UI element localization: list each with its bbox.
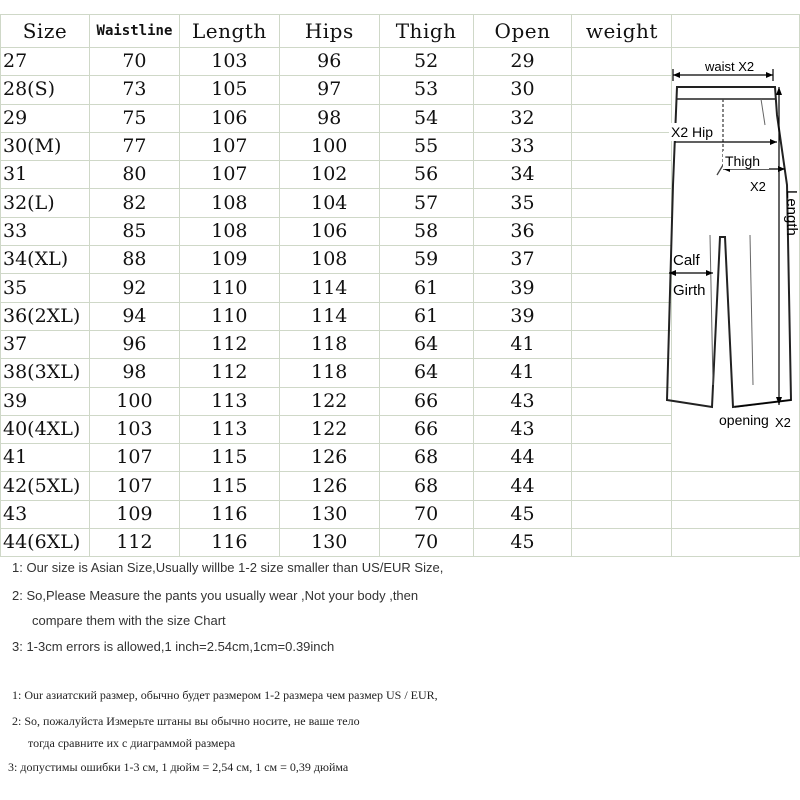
measurement-cell: 100 [279, 132, 379, 160]
thigh-label: Thigh [725, 153, 761, 169]
measurement-cell: 100 [89, 387, 179, 415]
size-cell: 30(M) [1, 132, 90, 160]
note-en-1: 1: Our size is Asian Size,Usually willbe 1-2 size smaller than US/EUR Size, [12, 560, 444, 575]
note-ru-3: 3: допустимы ошибки 1-3 см, 1 дюйм = 2,54 см, 1 см = 0,39 дюйма [8, 760, 349, 774]
size-cell: 32(L) [1, 189, 90, 217]
measurement-cell: 55 [379, 132, 473, 160]
size-cell: 37 [1, 330, 90, 358]
note-en-2a: 2: So,Please Measure the pants you usually wear ,Not your body ,then [12, 588, 419, 603]
weight-cell [572, 132, 672, 160]
size-cell: 29 [1, 104, 90, 132]
header-thigh: Thigh [379, 15, 473, 48]
measurement-cell: 85 [89, 217, 179, 245]
measurement-cell: 29 [473, 48, 572, 76]
measurement-cell: 88 [89, 246, 179, 274]
thigh-x2-label: X2 [750, 179, 766, 194]
measurement-cell: 32 [473, 104, 572, 132]
measurement-cell: 33 [473, 132, 572, 160]
measurement-cell: 59 [379, 246, 473, 274]
header-size: Size [1, 15, 90, 48]
measurement-cell: 66 [379, 387, 473, 415]
measurement-cell: 116 [179, 500, 279, 528]
weight-cell [572, 302, 672, 330]
measurement-cell: 108 [179, 189, 279, 217]
measurement-cell: 56 [379, 161, 473, 189]
measurement-cell: 68 [379, 472, 473, 500]
measurement-cell: 110 [179, 274, 279, 302]
measurement-cell: 70 [89, 48, 179, 76]
blank-cell [672, 500, 800, 528]
note-ru-1: 1: Our азиатский размер, обычно будет размером 1-2 размера чем размер US / EUR, [12, 688, 438, 702]
opening-x2-label: X2 [775, 415, 791, 430]
measurement-cell: 96 [89, 330, 179, 358]
measurement-cell: 98 [89, 359, 179, 387]
measurement-cell: 41 [473, 330, 572, 358]
measurement-cell: 122 [279, 415, 379, 443]
measurement-cell: 109 [179, 246, 279, 274]
size-cell: 28(S) [1, 76, 90, 104]
measurement-cell: 64 [379, 359, 473, 387]
measurement-cell: 106 [179, 104, 279, 132]
measurement-cell: 108 [279, 246, 379, 274]
measurement-cell: 115 [179, 472, 279, 500]
weight-cell [572, 387, 672, 415]
header-waistline: Waistline [89, 15, 179, 48]
table-row [1, 500, 800, 528]
measurement-cell: 36 [473, 217, 572, 245]
header-hips: Hips [279, 15, 379, 48]
calf-label: Calf [673, 252, 700, 269]
measurement-cell: 106 [279, 217, 379, 245]
weight-cell [572, 217, 672, 245]
measurement-cell: 114 [279, 274, 379, 302]
measurement-cell: 107 [89, 472, 179, 500]
size-cell: 38(3XL) [1, 359, 90, 387]
measurement-cell: 73 [89, 76, 179, 104]
weight-cell [572, 359, 672, 387]
measurement-cell: 68 [379, 444, 473, 472]
weight-cell [572, 444, 672, 472]
weight-cell [572, 330, 672, 358]
measurement-cell: 94 [89, 302, 179, 330]
note-en-2b: compare them with the size Chart [32, 613, 226, 628]
measurement-cell: 75 [89, 104, 179, 132]
note-ru-2b: тогда сравните их с диаграммой размера [28, 736, 236, 750]
measurement-cell: 61 [379, 302, 473, 330]
size-cell: 43 [1, 500, 90, 528]
measurement-cell: 80 [89, 161, 179, 189]
measurement-cell: 39 [473, 302, 572, 330]
measurement-cell: 43 [473, 415, 572, 443]
measurement-cell: 82 [89, 189, 179, 217]
pants-measurement-diagram [665, 55, 800, 455]
measurement-cell: 54 [379, 104, 473, 132]
weight-cell [572, 415, 672, 443]
weight-cell [572, 472, 672, 500]
measurement-cell: 110 [179, 302, 279, 330]
size-cell: 41 [1, 444, 90, 472]
measurement-cell: 70 [379, 529, 473, 557]
measurement-cell: 105 [179, 76, 279, 104]
measurement-cell: 107 [89, 444, 179, 472]
measurement-cell: 114 [279, 302, 379, 330]
measurement-cell: 53 [379, 76, 473, 104]
measurement-cell: 35 [473, 189, 572, 217]
measurement-cell: 102 [279, 161, 379, 189]
weight-cell [572, 161, 672, 189]
table-row [1, 529, 800, 557]
weight-cell [572, 246, 672, 274]
measurement-cell: 64 [379, 330, 473, 358]
size-cell: 34(XL) [1, 246, 90, 274]
weight-cell [572, 189, 672, 217]
measurement-cell: 113 [179, 387, 279, 415]
weight-cell [572, 274, 672, 302]
measurement-cell: 57 [379, 189, 473, 217]
size-cell: 31 [1, 161, 90, 189]
size-cell: 35 [1, 274, 90, 302]
measurement-cell: 115 [179, 444, 279, 472]
measurement-cell: 118 [279, 359, 379, 387]
size-cell: 36(2XL) [1, 302, 90, 330]
table-header-row [1, 15, 800, 48]
size-cell: 33 [1, 217, 90, 245]
measurement-cell: 98 [279, 104, 379, 132]
measurement-cell: 122 [279, 387, 379, 415]
measurement-cell: 30 [473, 76, 572, 104]
measurement-cell: 112 [89, 529, 179, 557]
weight-cell [572, 76, 672, 104]
size-cell: 40(4XL) [1, 415, 90, 443]
measurement-cell: 77 [89, 132, 179, 160]
measurement-cell: 103 [179, 48, 279, 76]
size-cell: 44(6XL) [1, 529, 90, 557]
opening-label: opening [719, 412, 769, 428]
measurement-cell: 112 [179, 330, 279, 358]
measurement-cell: 109 [89, 500, 179, 528]
measurement-cell: 66 [379, 415, 473, 443]
weight-cell [572, 529, 672, 557]
measurement-cell: 52 [379, 48, 473, 76]
measurement-cell: 103 [89, 415, 179, 443]
measurement-cell: 58 [379, 217, 473, 245]
waist-label: waist X2 [705, 59, 755, 74]
blank-cell [672, 472, 800, 500]
measurement-cell: 44 [473, 444, 572, 472]
measurement-cell: 116 [179, 529, 279, 557]
weight-cell [572, 500, 672, 528]
table-row [1, 472, 800, 500]
measurement-cell: 34 [473, 161, 572, 189]
measurement-cell: 39 [473, 274, 572, 302]
measurement-cell: 113 [179, 415, 279, 443]
measurement-cell: 107 [179, 132, 279, 160]
measurement-cell: 41 [473, 359, 572, 387]
measurement-cell: 130 [279, 500, 379, 528]
size-cell: 27 [1, 48, 90, 76]
note-ru-2a: 2: So, пожалуйста Измерьте штаны вы обычно носите, не ваше тело [12, 714, 360, 728]
blank-cell [672, 529, 800, 557]
measurement-cell: 43 [473, 387, 572, 415]
header-open: Open [473, 15, 572, 48]
measurement-cell: 130 [279, 529, 379, 557]
measurement-cell: 118 [279, 330, 379, 358]
header-weight: weight [572, 15, 672, 48]
girth-label: Girth [673, 282, 706, 299]
measurement-cell: 108 [179, 217, 279, 245]
note-en-3: 3: 1-3cm errors is allowed,1 inch=2.54cm,1cm=0.39inch [12, 639, 335, 654]
measurement-cell: 126 [279, 472, 379, 500]
measurement-cell: 45 [473, 500, 572, 528]
header-blank [672, 15, 800, 48]
measurement-cell: 126 [279, 444, 379, 472]
size-cell: 42(5XL) [1, 472, 90, 500]
header-length: Length [179, 15, 279, 48]
measurement-cell: 37 [473, 246, 572, 274]
weight-cell [572, 104, 672, 132]
length-label: Length [783, 190, 800, 236]
measurement-cell: 61 [379, 274, 473, 302]
measurement-cell: 112 [179, 359, 279, 387]
measurement-cell: 70 [379, 500, 473, 528]
size-cell: 39 [1, 387, 90, 415]
hip-label: X2 Hip [671, 124, 714, 140]
measurement-cell: 96 [279, 48, 379, 76]
measurement-cell: 104 [279, 189, 379, 217]
weight-cell [572, 48, 672, 76]
measurement-cell: 45 [473, 529, 572, 557]
measurement-cell: 44 [473, 472, 572, 500]
measurement-cell: 97 [279, 76, 379, 104]
measurement-cell: 107 [179, 161, 279, 189]
measurement-cell: 92 [89, 274, 179, 302]
